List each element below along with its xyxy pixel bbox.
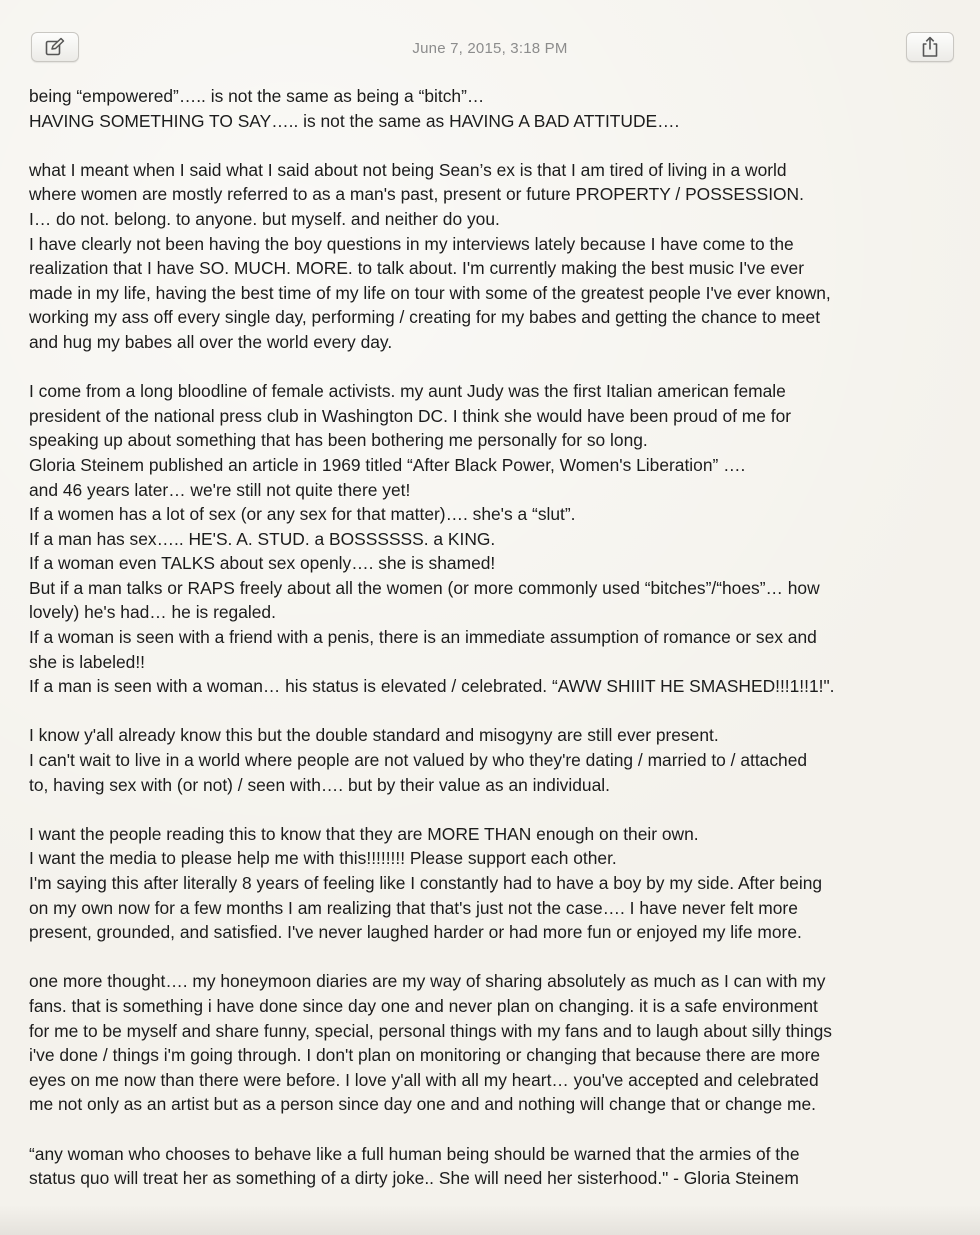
note-line: i've done / things i'm going through. I don't plan on monitoring or changing that because there are more: [29, 1045, 821, 1066]
note-line: speaking up about something that has been bothering me personally for so long.: [29, 430, 648, 451]
note-line: lovely) he's had… he is regaled.: [29, 602, 276, 623]
note-line: If a women has a lot of sex (or any sex for that matter)…. she's a “slut”.: [29, 504, 576, 525]
note-line: me not only as an artist but as a person since day one and and nothing will change that or change me.: [29, 1094, 816, 1115]
note-line: made in my life, having the best time of my life on tour with some of the greatest people I've ever known,: [29, 282, 831, 303]
note-line: eyes on me now than there were before. I love y'all with all my heart… you've accepted and celebrated: [29, 1069, 819, 1090]
note-line: president of the national press club in Washington DC. I think she would have been proud of me for: [29, 405, 792, 426]
note-line: being “empowered”….. is not the same as being a “bitch”…: [29, 86, 485, 106]
note-line: one more thought…. my honeymoon diaries are my way of sharing absolutely as much as I can with my: [29, 971, 826, 992]
note-line: If a woman is seen with a friend with a penis, there is an immediate assumption of romance or sex and: [29, 627, 817, 648]
window-bottom-edge: [0, 1205, 980, 1235]
note-line: I know y'all already know this but the double standard and misogyny are still ever present.: [29, 725, 719, 746]
note-line: “any woman who chooses to behave like a full human being should be warned that the armies of the: [29, 1143, 800, 1164]
note-line: I want the media to please help me with this!!!!!!!! Please support each other.: [29, 848, 617, 869]
note-line: I come from a long bloodline of female activists. my aunt Judy was the first Italian american female: [29, 381, 786, 402]
note-line: and 46 years later… we're still not quite there yet!: [29, 479, 411, 500]
note-line: HAVING SOMETHING TO SAY….. is not the same as HAVING A BAD ATTITUDE….: [29, 110, 680, 131]
note-line: I want the people reading this to know that they are MORE THAN enough on their own.: [29, 823, 699, 844]
note-line: she is labeled!!: [29, 651, 146, 672]
note-line: If a man has sex….. HE'S. A. STUD. a BOSSSSSS. a KING.: [29, 528, 496, 549]
blank-line: [29, 699, 959, 724]
note-line: on my own now for a few months I am realizing that that's just not the case…. I have never felt more: [29, 897, 798, 918]
note-line: I… do not. belong. to anyone. but myself. and neither do you.: [29, 208, 500, 229]
blank-line: [29, 797, 959, 822]
toolbar: [0, 0, 980, 80]
note-line: I can't wait to live in a world where people are not valued by who they're dating / married to / attached: [29, 750, 808, 771]
note-line: realization that I have SO. MUCH. MORE. to talk about. I'm currently making the best music I've ever: [29, 258, 805, 279]
note-line: If a man is seen with a woman… his status is elevated / celebrated. “AWW SHIIIT HE SMASHED!!!1!!1!".: [29, 676, 835, 697]
note-line: But if a man talks or RAPS freely about all the women (or more commonly used “bitches”/“hoes”… how: [29, 577, 820, 598]
note-line: status quo will treat her as something of a dirty joke.. She will need her sisterhood." - Gloria Steinem: [29, 1168, 799, 1189]
note-line: fans. that is something i have done since day one and never plan on changing. it is a safe environment: [29, 995, 818, 1016]
note-date: June 7, 2015, 3:18 PM: [412, 40, 568, 57]
share-button[interactable]: [906, 32, 954, 62]
blank-line: [29, 355, 959, 380]
note-line: present, grounded, and satisfied. I've never laughed harder or had more fun or enjoyed my life more.: [29, 922, 802, 943]
note-line: If a woman even TALKS about sex openly…. she is shamed!: [29, 553, 496, 574]
note-line: Gloria Steinem published an article in 1969 titled “After Black Power, Women's Liberation” ….: [29, 454, 746, 475]
note-line: for me to be myself and share funny, special, personal things with my fans and to laugh about silly things: [29, 1020, 832, 1041]
note-line: to, having sex with (or not) / seen with…. but by their value as an individual.: [29, 774, 610, 795]
note-body[interactable]: [29, 84, 959, 1191]
note-line: working my ass off every single day, performing / creating for my babes and getting the chance to meet: [29, 307, 821, 328]
note-line: I have clearly not been having the boy questions in my interviews lately because I have come to the: [29, 233, 794, 254]
blank-line: [29, 133, 959, 158]
note-line: and hug my babes all over the world every day.: [29, 331, 393, 352]
note-line: I'm saying this after literally 8 years of feeling like I constantly had to have a boy by my side. After being: [29, 873, 823, 893]
note-line: what I meant when I said what I said about not being Sean’s ex is that I am tired of living in a world: [29, 159, 787, 180]
share-icon: [920, 36, 940, 58]
note-line: where women are mostly referred to as a man's past, present or future PROPERTY / POSSESSION.: [29, 184, 804, 205]
blank-line: [29, 1117, 959, 1142]
blank-line: [29, 945, 959, 970]
